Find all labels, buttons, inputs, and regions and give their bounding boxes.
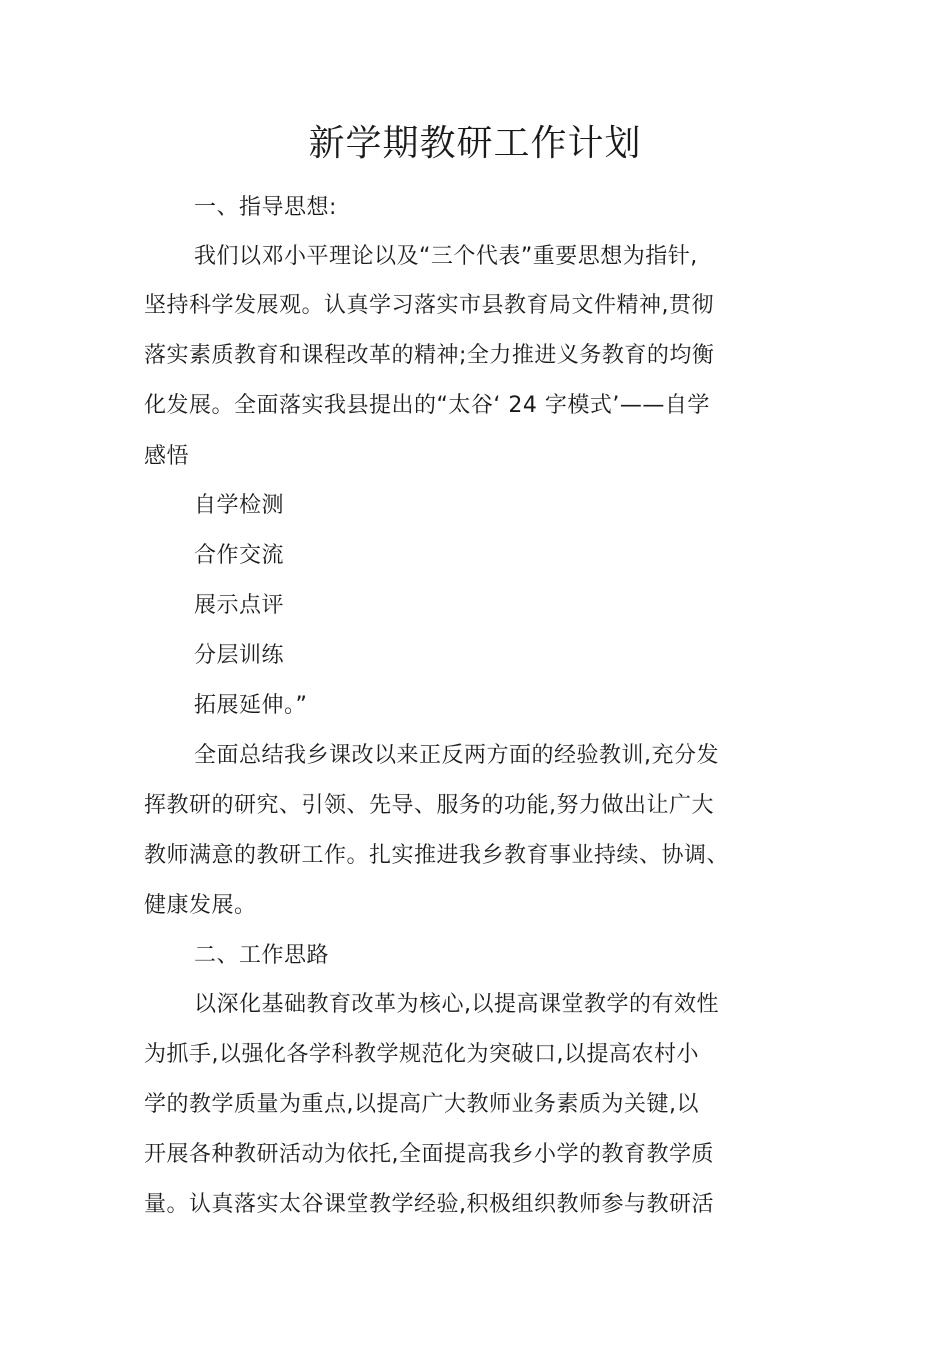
paragraph-line: 教师满意的教研工作。扎实推进我乡教育事业持续、协调、 [144, 843, 730, 868]
paragraph-line: 挥教研的研究、引领、先导、服务的功能,努力做出让广大 [144, 793, 714, 818]
paragraph-line: 学的教学质量为重点,以提高广大教师业务素质为关键,以 [144, 1092, 699, 1117]
section-heading-guiding-thought: 一、指导思想: [194, 195, 337, 220]
paragraph-line: 以深化基础教育改革为核心,以提高课堂教学的有效性 [194, 992, 719, 1017]
document-title: 新学期教研工作计划 [308, 123, 642, 164]
paragraph-line: 坚持科学发展观。认真学习落实市县教育局文件精神,贯彻 [144, 293, 714, 318]
paragraph-line: 我们以邓小平理论以及“三个代表”重要思想为指针, [194, 244, 698, 269]
mode-item: 拓展延伸。” [194, 693, 308, 718]
paragraph-line: 量。认真落实太谷课堂教学经验,积极组织教师参与教研活 [144, 1192, 714, 1217]
mode-item: 分层训练 [194, 643, 285, 668]
mode-item: 展示点评 [194, 593, 285, 618]
section-heading-work-approach: 二、工作思路 [194, 943, 330, 968]
paragraph-line: 健康发展。 [144, 893, 257, 918]
paragraph-line: 感悟 [144, 444, 190, 469]
paragraph-line: 落实素质教育和课程改革的精神;全力推进义务教育的均衡 [144, 343, 715, 368]
mode-item: 合作交流 [194, 543, 285, 568]
paragraph-line: 开展各种教研活动为依托,全面提高我乡小学的教育教学质 [144, 1142, 714, 1167]
paragraph-line: 化发展。全面落实我县提出的“太谷‘ 24 字模式’——自学 [144, 393, 710, 418]
paragraph-line: 全面总结我乡课改以来正反两方面的经验教训,充分发 [194, 743, 719, 768]
mode-item: 自学检测 [194, 493, 285, 518]
paragraph-line: 为抓手,以强化各学科教学规范化为突破口,以提高农村小 [144, 1042, 699, 1067]
